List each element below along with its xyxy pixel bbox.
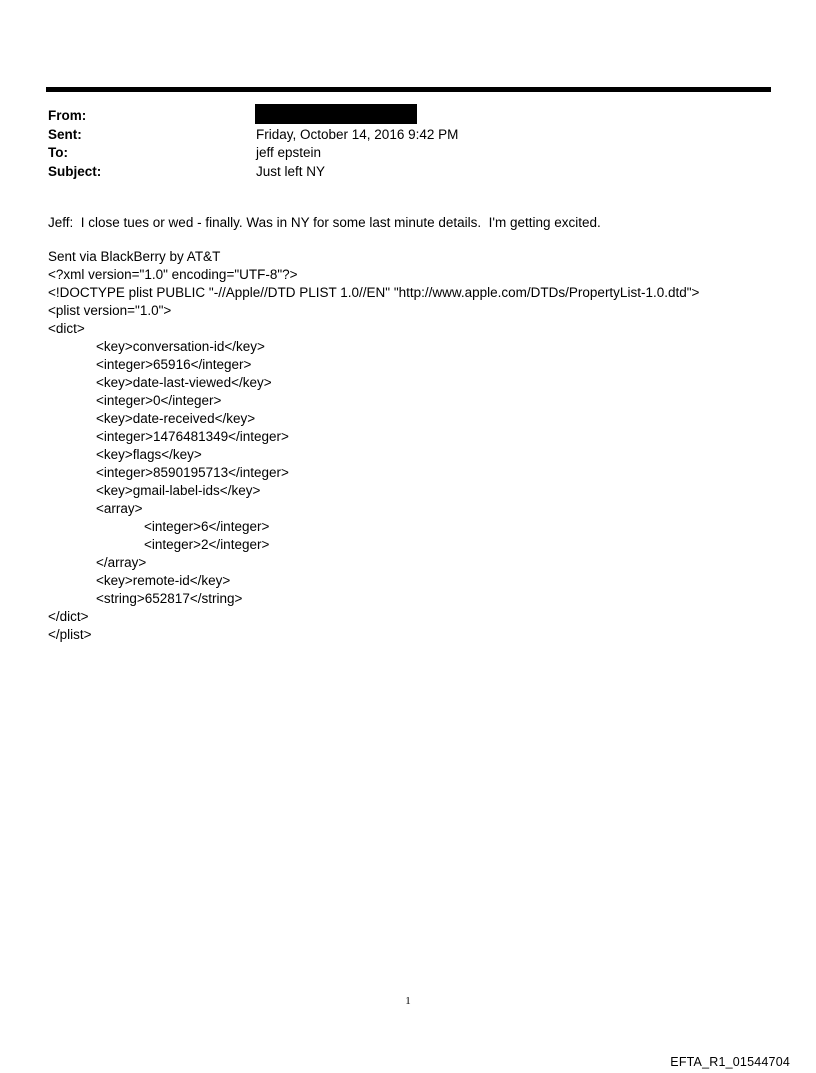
email-header xyxy=(48,107,748,181)
header-row-subject xyxy=(48,163,748,182)
email-body xyxy=(48,214,768,644)
plist-line: </plist> xyxy=(48,627,92,642)
page-number: 1 xyxy=(405,995,411,1007)
to-label: To: xyxy=(48,145,68,160)
plist-line: <integer>1476481349</integer> xyxy=(96,429,289,444)
plist-line: <plist version="1.0"> xyxy=(48,303,172,318)
from-label: From: xyxy=(48,108,87,123)
redaction-block xyxy=(255,104,417,124)
signature-text: Sent via BlackBerry by AT&T xyxy=(48,249,221,264)
plist-line: <key>date-received</key> xyxy=(96,411,256,426)
plist-line: <integer>0</integer> xyxy=(96,393,222,408)
plist-line: <integer>6</integer> xyxy=(144,519,270,534)
plist-line: <key>flags</key> xyxy=(96,447,202,462)
plist-line: <string>652817</string> xyxy=(96,591,243,606)
sent-label: Sent: xyxy=(48,126,82,142)
header-row-from xyxy=(48,107,748,126)
plist-line: <?xml version="1.0" encoding="UTF-8"?> xyxy=(48,267,298,282)
header-row-sent xyxy=(48,126,748,145)
to-value: jeff epstein xyxy=(256,145,322,160)
sent-value: Friday, October 14, 2016 9:42 PM xyxy=(256,126,459,142)
header-divider xyxy=(46,87,771,92)
plist-line: <integer>8590195713</integer> xyxy=(96,465,289,480)
plist-line: <integer>2</integer> xyxy=(144,537,270,552)
subject-value: Just left NY xyxy=(256,163,326,179)
plist-line: <key>conversation-id</key> xyxy=(96,339,265,354)
plist-line: <key>gmail-label-ids</key> xyxy=(96,483,261,498)
plist-line: <array> xyxy=(96,501,143,516)
subject-label: Subject: xyxy=(48,163,102,179)
plist-line: </dict> xyxy=(48,609,89,624)
message-text: Jeff: I close tues or wed - finally. Was in NY for some last minute details. I'm getting excited. xyxy=(48,215,601,230)
plist-line: <!DOCTYPE plist PUBLIC "-//Apple//DTD PLIST 1.0//EN" "http://www.apple.com/DTDs/PropertyList-1.0.dtd"> xyxy=(48,285,700,300)
header-row-to xyxy=(48,144,748,163)
document-id: EFTA_R1_01544704 xyxy=(670,1055,790,1069)
plist-line: <integer>65916</integer> xyxy=(96,357,252,372)
plist-line: <key>date-last-viewed</key> xyxy=(96,375,272,390)
plist-line: </array> xyxy=(96,555,147,570)
plist-line: <key>remote-id</key> xyxy=(96,573,231,588)
plist-line: <dict> xyxy=(48,321,85,336)
